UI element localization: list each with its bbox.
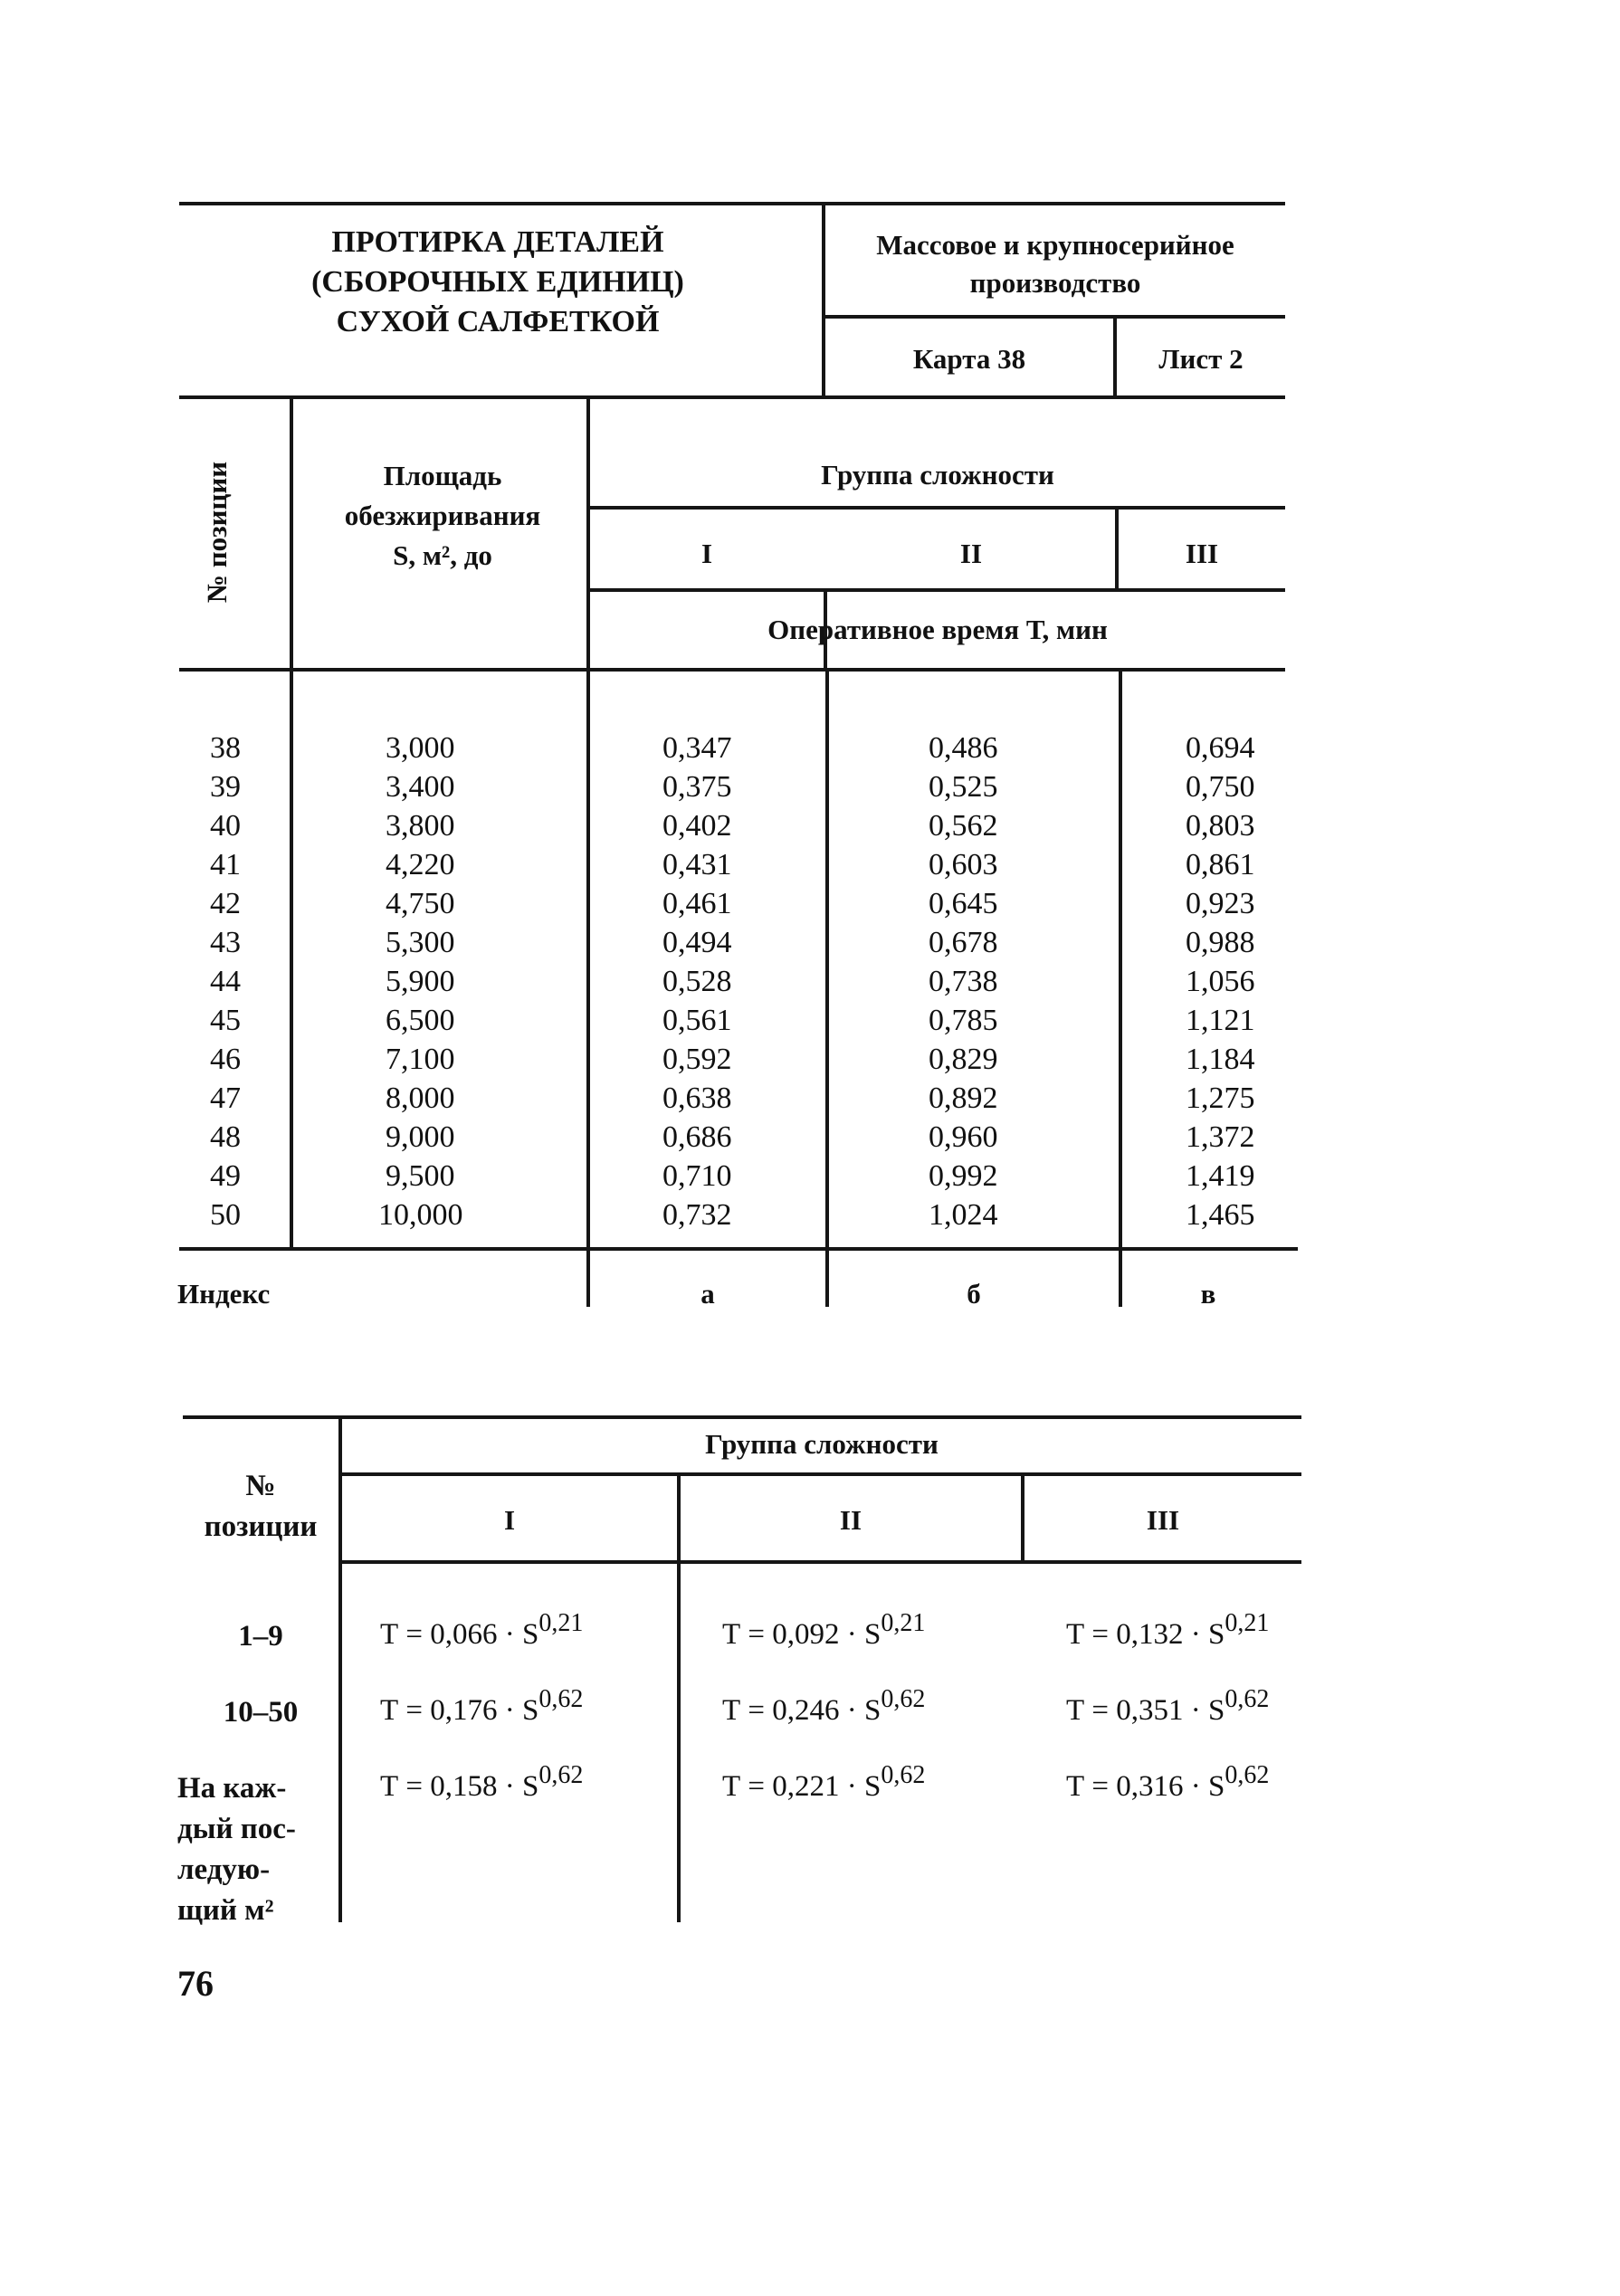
row-group-ii: 0,562 bbox=[929, 809, 998, 843]
row-position: 46 bbox=[210, 1043, 241, 1076]
row-group-iii: 0,803 bbox=[1186, 809, 1255, 843]
row-group-i: 0,592 bbox=[662, 1043, 732, 1076]
formula-exponent: 0,21 bbox=[538, 1609, 584, 1637]
row-position: 50 bbox=[210, 1198, 241, 1232]
row-group-iii: 1,056 bbox=[1186, 965, 1255, 998]
table-row bbox=[179, 923, 1298, 962]
table2-row-3-formula-ii bbox=[722, 1761, 926, 1804]
table1-header-top-rule bbox=[179, 395, 1285, 399]
area-header bbox=[299, 456, 586, 576]
row-position: 41 bbox=[210, 848, 241, 881]
formula-exponent: 0,62 bbox=[881, 1761, 926, 1789]
group-ii-header: II bbox=[959, 538, 983, 569]
row-group-iii: 1,184 bbox=[1186, 1043, 1255, 1076]
formula-base: Т = 0,092 · S bbox=[722, 1618, 881, 1651]
sheet-number: Лист 2 bbox=[1158, 343, 1244, 375]
complexity-group-header: Группа сложности bbox=[821, 459, 1054, 491]
table-row bbox=[179, 845, 1298, 884]
row-group-iii: 1,372 bbox=[1186, 1120, 1255, 1154]
formula-exponent: 0,62 bbox=[1225, 1761, 1270, 1789]
table2-vline-pos bbox=[338, 1417, 342, 1922]
formula-base: Т = 0,351 · S bbox=[1066, 1694, 1225, 1727]
row-position: 39 bbox=[210, 770, 241, 804]
row-group-i: 0,375 bbox=[662, 770, 732, 804]
row-area: 10,000 bbox=[378, 1198, 463, 1232]
table-row bbox=[179, 729, 1298, 767]
formula-base: Т = 0,176 · S bbox=[380, 1694, 539, 1727]
group-i-header: I bbox=[700, 538, 713, 569]
row-group-i: 0,710 bbox=[662, 1159, 732, 1193]
table2-row-2-formula-ii bbox=[722, 1685, 926, 1728]
table-row bbox=[179, 1118, 1298, 1157]
group-numbers-rule bbox=[588, 588, 1285, 592]
row-group-ii: 0,892 bbox=[929, 1081, 998, 1115]
row-group-ii: 0,829 bbox=[929, 1043, 998, 1076]
row-group-i: 0,402 bbox=[662, 809, 732, 843]
table2-top-rule bbox=[183, 1415, 1301, 1419]
table2-position-header bbox=[183, 1466, 338, 1548]
formula-base: Т = 0,221 · S bbox=[722, 1770, 881, 1803]
row-group-i: 0,561 bbox=[662, 1004, 732, 1037]
area-header-line-2: обезжиривания bbox=[344, 500, 541, 531]
formula-exponent: 0,21 bbox=[881, 1609, 926, 1637]
area-header-line-1: Площадь bbox=[383, 460, 502, 491]
row-position: 42 bbox=[210, 887, 241, 920]
row-area: 8,000 bbox=[386, 1081, 455, 1115]
table-row bbox=[179, 1157, 1298, 1196]
formula-base: Т = 0,246 · S bbox=[722, 1694, 881, 1727]
table-row bbox=[179, 1040, 1298, 1079]
table2-row-1-formula-ii bbox=[722, 1609, 926, 1652]
table-row bbox=[179, 884, 1298, 923]
row-group-i: 0,431 bbox=[662, 848, 732, 881]
row-group-ii: 0,486 bbox=[929, 731, 998, 765]
row-position: 43 bbox=[210, 926, 241, 959]
row-group-iii: 1,465 bbox=[1186, 1198, 1255, 1232]
row-area: 5,900 bbox=[386, 965, 455, 998]
table2-row-1-position: 1–9 bbox=[238, 1620, 283, 1653]
position-number-header: № позиции bbox=[201, 461, 233, 604]
group-header-rule bbox=[588, 506, 1285, 510]
table2-row-3-position-line-4: щий м² bbox=[177, 1894, 274, 1927]
row-position: 40 bbox=[210, 809, 241, 843]
row-position: 44 bbox=[210, 965, 241, 998]
table2-group-rule bbox=[340, 1472, 1301, 1476]
table-row bbox=[179, 1001, 1298, 1040]
table2-vline-g1 bbox=[677, 1474, 681, 1922]
card-title-line-3: СУХОЙ САЛФЕТКОЙ bbox=[336, 305, 660, 338]
production-type-line-2: производство bbox=[969, 267, 1141, 299]
formula-exponent: 0,62 bbox=[881, 1685, 926, 1713]
formula-exponent: 0,21 bbox=[1225, 1609, 1270, 1637]
production-type-line-1: Массовое и крупносерийное bbox=[876, 229, 1234, 261]
table2-row-1-formula-iii bbox=[1066, 1609, 1270, 1652]
row-group-ii: 0,785 bbox=[929, 1004, 998, 1037]
formula-exponent: 0,62 bbox=[538, 1685, 584, 1713]
formula-base: Т = 0,158 · S bbox=[380, 1770, 539, 1803]
row-group-i: 0,528 bbox=[662, 965, 732, 998]
formula-exponent: 0,62 bbox=[538, 1761, 584, 1789]
row-area: 6,500 bbox=[386, 1004, 455, 1037]
row-group-iii: 0,861 bbox=[1186, 848, 1255, 881]
row-area: 3,400 bbox=[386, 770, 455, 804]
table2-group-iii-header: III bbox=[1146, 1504, 1180, 1536]
row-group-iii: 0,988 bbox=[1186, 926, 1255, 959]
row-group-ii: 0,738 bbox=[929, 965, 998, 998]
table-row bbox=[179, 1196, 1298, 1234]
card-title bbox=[217, 223, 778, 342]
row-group-iii: 0,694 bbox=[1186, 731, 1255, 765]
table1-body-bottom-rule bbox=[179, 1247, 1298, 1251]
formula-base: Т = 0,132 · S bbox=[1066, 1618, 1225, 1651]
index-group-iii: в bbox=[1200, 1278, 1216, 1310]
card-top-rule bbox=[179, 202, 1285, 205]
row-group-iii: 0,750 bbox=[1186, 770, 1255, 804]
production-type bbox=[825, 226, 1285, 302]
row-area: 4,750 bbox=[386, 887, 455, 920]
table2-group-header: Группа сложности bbox=[705, 1428, 939, 1460]
row-area: 3,800 bbox=[386, 809, 455, 843]
table2-row-3-position bbox=[177, 1768, 337, 1931]
row-group-iii: 1,275 bbox=[1186, 1081, 1255, 1115]
row-position: 49 bbox=[210, 1159, 241, 1193]
formula-exponent: 0,62 bbox=[1225, 1685, 1270, 1713]
card-title-line-1: ПРОТИРКА ДЕТАЛЕЙ bbox=[331, 225, 664, 259]
table-row bbox=[179, 1079, 1298, 1118]
table-row bbox=[179, 806, 1298, 845]
row-position: 38 bbox=[210, 731, 241, 765]
row-group-ii: 0,992 bbox=[929, 1159, 998, 1193]
row-group-iii: 1,419 bbox=[1186, 1159, 1255, 1193]
row-group-ii: 0,525 bbox=[929, 770, 998, 804]
row-group-ii: 0,645 bbox=[929, 887, 998, 920]
table2-row-1-formula-i bbox=[380, 1609, 584, 1652]
card-subheader-rule bbox=[824, 315, 1285, 319]
index-label: Индекс bbox=[177, 1278, 271, 1310]
row-position: 45 bbox=[210, 1004, 241, 1037]
row-group-ii: 0,960 bbox=[929, 1120, 998, 1154]
table1-body bbox=[179, 729, 1298, 1234]
index-group-ii: б bbox=[967, 1278, 981, 1310]
row-group-i: 0,686 bbox=[662, 1120, 732, 1154]
row-group-i: 0,494 bbox=[662, 926, 732, 959]
area-header-line-3: S, м², до bbox=[393, 539, 492, 571]
table2-position-header-line-2: позиции bbox=[204, 1510, 318, 1543]
row-position: 47 bbox=[210, 1081, 241, 1115]
table2-row-2-position: 10–50 bbox=[223, 1696, 299, 1729]
row-group-i: 0,638 bbox=[662, 1081, 732, 1115]
row-group-i: 0,461 bbox=[662, 887, 732, 920]
row-group-iii: 1,121 bbox=[1186, 1004, 1255, 1037]
row-area: 9,000 bbox=[386, 1120, 455, 1154]
formula-base: Т = 0,066 · S bbox=[380, 1618, 539, 1651]
table2-row-2-formula-iii bbox=[1066, 1685, 1270, 1728]
table2-row-3-position-line-1: На каж- bbox=[177, 1772, 287, 1805]
table2-position-header-line-1: № bbox=[245, 1470, 276, 1502]
row-group-ii: 0,678 bbox=[929, 926, 998, 959]
card-number: Карта 38 bbox=[912, 343, 1026, 375]
table-row bbox=[179, 767, 1298, 806]
index-group-i: а bbox=[700, 1278, 715, 1310]
table2-row-3-position-line-3: ледую- bbox=[177, 1853, 271, 1886]
table2-row-3-position-line-2: дый пос- bbox=[177, 1813, 296, 1845]
row-area: 4,220 bbox=[386, 848, 455, 881]
row-position: 48 bbox=[210, 1120, 241, 1154]
page-number: 76 bbox=[177, 1963, 214, 2004]
table2-group-i-header: I bbox=[503, 1504, 516, 1536]
table2-row-2-formula-i bbox=[380, 1685, 584, 1728]
card-title-line-2: (СБОРОЧНЫХ ЕДИНИЦ) bbox=[311, 265, 684, 299]
row-group-ii: 1,024 bbox=[929, 1198, 998, 1232]
row-area: 7,100 bbox=[386, 1043, 455, 1076]
formula-base: Т = 0,316 · S bbox=[1066, 1770, 1225, 1803]
table2-group-ii-header: II bbox=[839, 1504, 862, 1536]
row-area: 3,000 bbox=[386, 731, 455, 765]
table2-header-bottom-rule bbox=[340, 1560, 1301, 1564]
table2-row-3-formula-iii bbox=[1066, 1761, 1270, 1804]
row-area: 5,300 bbox=[386, 926, 455, 959]
table-row bbox=[179, 962, 1298, 1001]
row-group-i: 0,732 bbox=[662, 1198, 732, 1232]
table2-row-3-formula-i bbox=[380, 1761, 584, 1804]
row-group-i: 0,347 bbox=[662, 731, 732, 765]
row-group-iii: 0,923 bbox=[1186, 887, 1255, 920]
row-group-ii: 0,603 bbox=[929, 848, 998, 881]
operative-time-header: Оперативное время Т, мин bbox=[767, 614, 1108, 645]
row-area: 9,500 bbox=[386, 1159, 455, 1193]
group-iii-header: III bbox=[1185, 538, 1219, 569]
